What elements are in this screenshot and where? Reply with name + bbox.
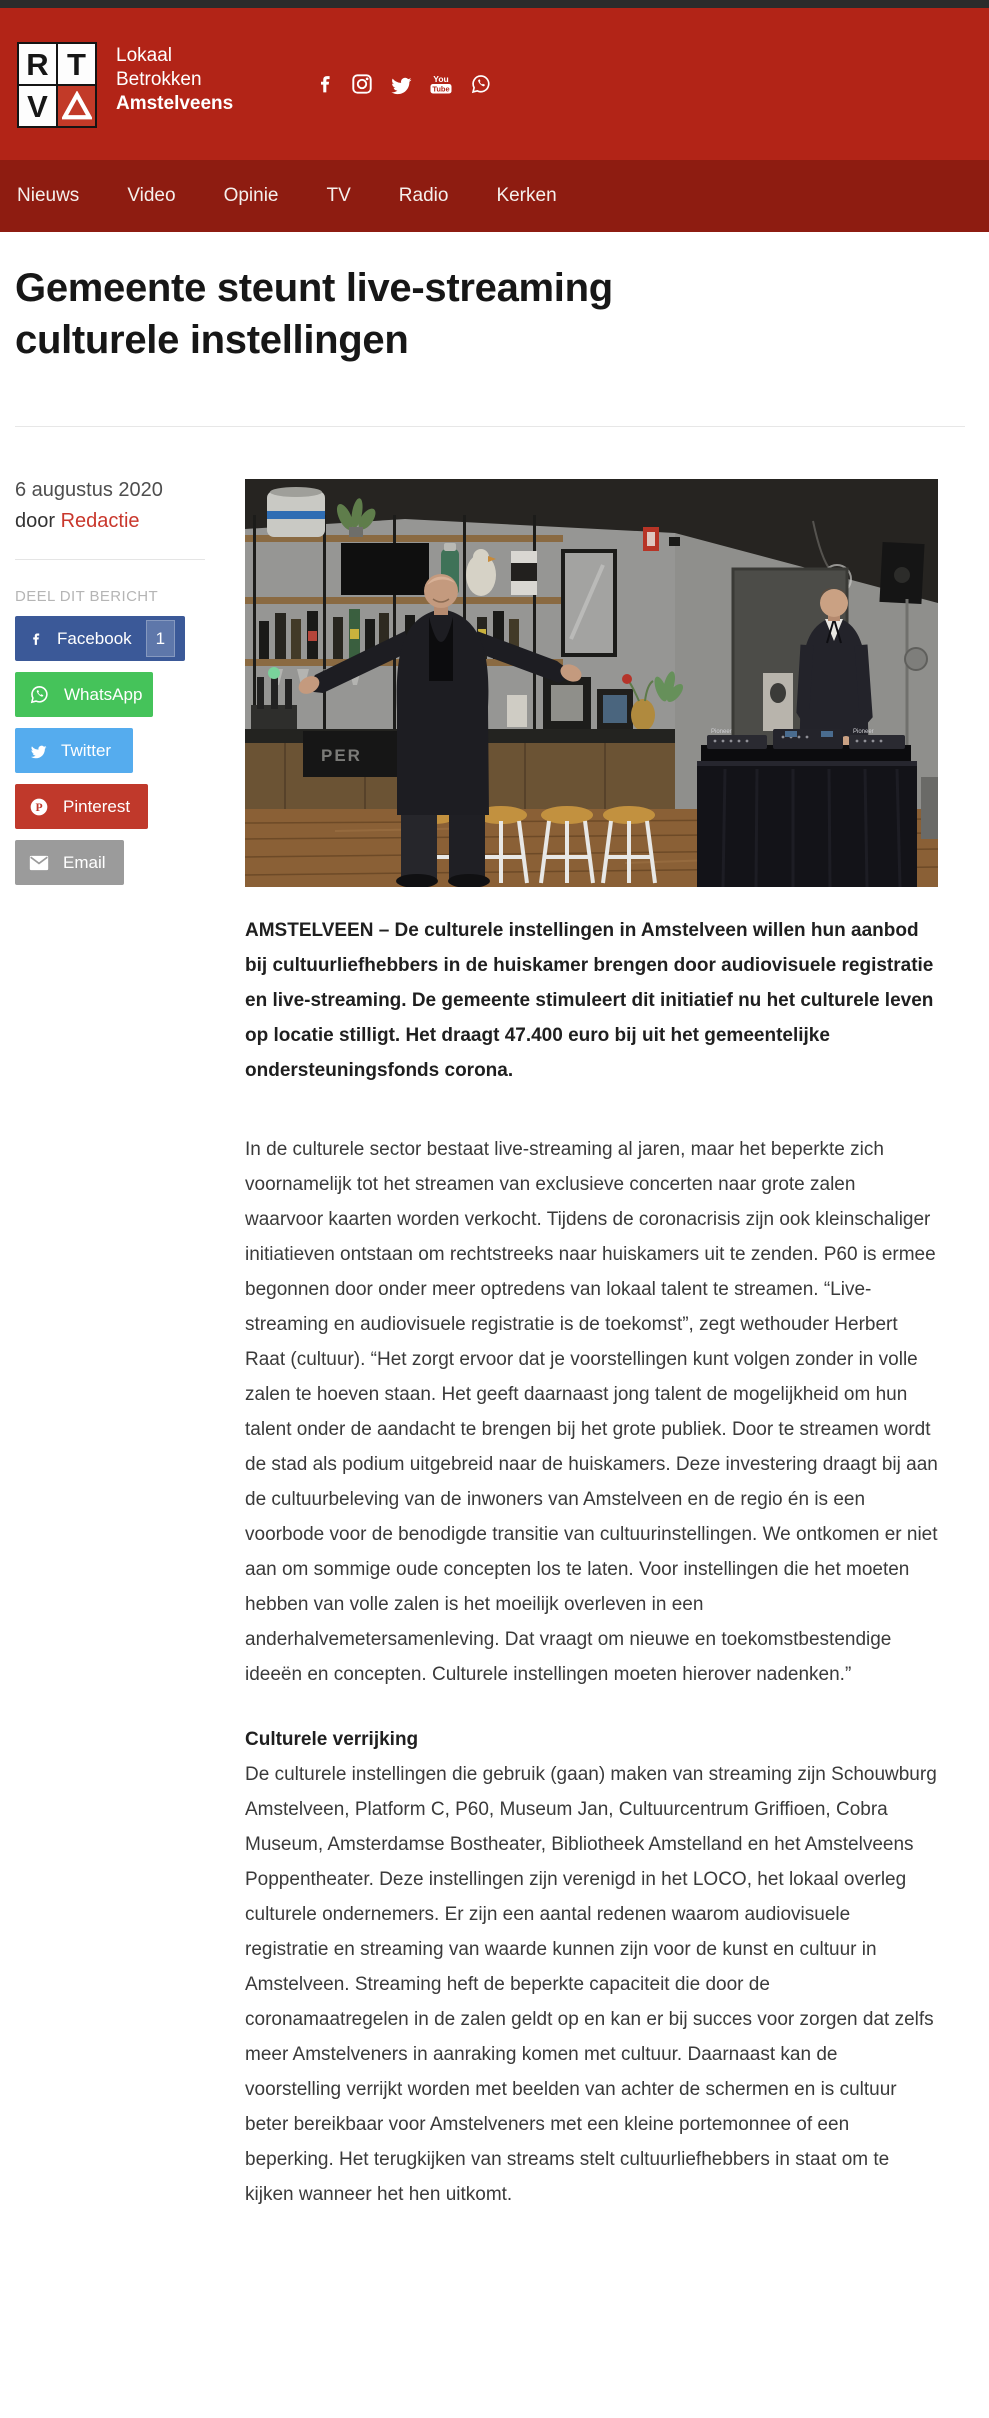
instagram-icon[interactable] xyxy=(351,73,373,95)
share-email-button[interactable] xyxy=(15,840,124,885)
tagline-line1: Lokaal xyxy=(116,45,172,66)
share-pinterest-button[interactable] xyxy=(15,784,148,829)
share-whatsapp-label: WhatsApp xyxy=(64,684,143,704)
divider xyxy=(15,426,965,427)
share-facebook-label: Facebook xyxy=(57,628,132,648)
article-paragraph-2: De culturele instellingen die gebruik (gaan) maken van streaming zijn Schouwburg Amstelveen, Platform C, P60, Museum Jan, Cultuurcentrum Griffioen, Cobra Museum, Amsterdamse Bostheater, Bibliotheek Amstelland en het Amstelveens Poppentheater. Deze instellingen zijn verenigd in het LOCO, het lokaal overleg culturele ondernemers. Er zijn een aantal redenen waarom audiovisuele registratie en streaming van waarde kunnen zijn voor de kunst en cultuur in Amstelveen. Streaming heft de beperkte capaciteit die door de coronamaatregelen in de zalen geldt op en kan er bij succes voor zorgen dat zelfs meer Amstelveners in aanraking komen met cultuur. Daarnaast kan de voorstelling verrijkt worden met beelden van achter de schermen en is cultuur beter bereikbaar voor Amstelveners met een kleine portemonnee of een beperking. Het terugkijken van streams stelt cultuurliefhebbers in staat om te kijken wanneer het hen uitkomt. xyxy=(245,1764,937,2205)
article-title: Gemeente steunt live-streaming culturele instellingen xyxy=(15,266,613,362)
svg-text:PER: PER xyxy=(321,746,362,765)
sidebar-divider xyxy=(15,559,205,560)
facebook-icon xyxy=(29,630,43,648)
nav-item-kerken[interactable]: Kerken xyxy=(496,185,557,206)
svg-text:Tube: Tube xyxy=(432,84,450,94)
share-pinterest-label: Pinterest xyxy=(63,796,131,816)
logo-a-triangle-icon xyxy=(62,91,92,121)
whatsapp-icon[interactable] xyxy=(470,73,492,95)
header-social-icons xyxy=(315,72,492,96)
article-image xyxy=(245,479,938,887)
article-page xyxy=(0,262,989,2240)
nav-item-tv[interactable]: TV xyxy=(326,185,351,206)
author-link[interactable]: Redactie xyxy=(60,510,140,532)
email-icon xyxy=(29,855,49,871)
whatsapp-icon xyxy=(29,684,50,705)
svg-text:P: P xyxy=(35,800,43,814)
svg-text:Pioneer: Pioneer xyxy=(853,729,874,735)
share-section-label: DEEL DIT BERICHT xyxy=(15,588,159,605)
nav-item-nieuws[interactable]: Nieuws xyxy=(17,185,80,206)
article-lead: AMSTELVEEN – De culturele instellingen in Amstelveen willen hun aanbod bij cultuurliefhebbers in de huiskamer brengen door audiovisuele registratie en live-streaming. De gemeente stimuleert dit initiatief nu het culturele leven op locatie stilligt. Het draagt 47.400 euro bij uit het gemeentelijke ondersteuningsfonds corona. xyxy=(245,920,934,1081)
facebook-share-count: 1 xyxy=(146,620,175,657)
logo-letter-r: R xyxy=(19,44,56,84)
site-tagline xyxy=(116,44,233,116)
article-byline xyxy=(15,510,245,533)
svg-text:Pioneer: Pioneer xyxy=(711,729,732,735)
article-date: 6 augustus 2020 xyxy=(15,479,163,501)
svg-text:You: You xyxy=(433,74,449,84)
browser-top-strip xyxy=(0,0,989,8)
nav-item-opinie[interactable]: Opinie xyxy=(223,185,279,206)
rtva-logo[interactable] xyxy=(17,42,97,128)
article-body xyxy=(245,479,939,2212)
tagline-line3: Amstelveens xyxy=(116,93,234,114)
youtube-icon[interactable] xyxy=(428,72,454,96)
byline-prefix: door xyxy=(15,510,56,532)
logo-letter-v: V xyxy=(19,86,56,126)
share-twitter-button[interactable] xyxy=(15,728,133,773)
article-subheading: Culturele verrijking xyxy=(245,1729,419,1750)
share-facebook-button[interactable] xyxy=(15,616,185,661)
twitter-icon xyxy=(29,742,47,759)
nav-item-video[interactable]: Video xyxy=(127,185,176,206)
nav-item-radio[interactable]: Radio xyxy=(398,185,449,206)
share-email-label: Email xyxy=(63,852,106,872)
main-nav xyxy=(0,160,989,232)
article-paragraph-1: In de culturele sector bestaat live-streaming al jaren, maar het beperkte zich voornamelijk tot het streamen van exclusieve concerten naar grote zalen waarvoor kaarten worden verkocht. Tijdens de coronacrisis zijn ook kleinschaliger initiatieven ontstaan om rechtstreeks naar huiskamers uit te zenden. P60 is ermee begonnen door onder meer optredens van lokaal talent te streamen. “Live-streaming en audiovisuele registratie is de toekomst”, zegt wethouder Herbert Raat (cultuur). “Het zorgt ervoor dat je voorstellingen kunt volgen zonder in volle zalen te hoeven staan. Het geeft daarnaast jong talent de mogelijkheid om hun talent onder de aandacht te brengen bij het grote publiek. Door te streamen wordt de stad als podium uitgebreid naar de huiskamers. Deze investering draagt bij aan de cultuurbeleving van de inwoners van Amstelveen en de regio én is een voorbode voor de benodigde transitie van cultuurinstellingen. We ontkomen er niet aan om sommige oude concepten los te laten. Voor instellingen die het moeten hebben van volle zalen is het moeilijk overleven in een anderhalvemetersamenleving. Dat vraagt om nieuwe en toekomstbestendige ideeën en concepten. Culturele instellingen moeten hierover nadenken.” xyxy=(245,1139,938,1685)
site-header xyxy=(0,8,989,160)
logo-letter-a xyxy=(58,86,95,126)
pinterest-icon xyxy=(29,797,49,817)
article-sidebar xyxy=(15,479,245,2212)
logo-letter-t: T xyxy=(58,44,95,84)
content-row xyxy=(15,479,965,2212)
tagline-line2: Betrokken xyxy=(116,69,202,90)
share-twitter-label: Twitter xyxy=(61,740,112,760)
facebook-icon[interactable] xyxy=(315,73,335,95)
twitter-icon[interactable] xyxy=(389,73,412,95)
share-whatsapp-button[interactable] xyxy=(15,672,153,717)
